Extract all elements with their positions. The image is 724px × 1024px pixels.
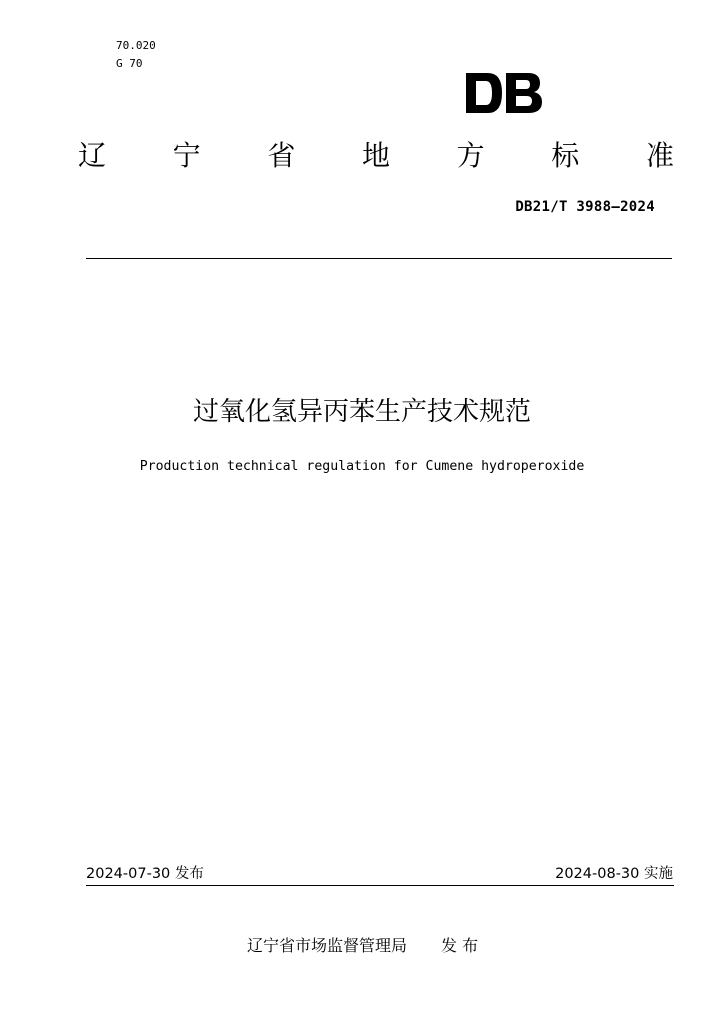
title-char: 准 [645, 139, 674, 172]
title-char: 地 [361, 139, 390, 172]
implementation-date: 2024-08-30 实施 [555, 866, 673, 882]
document-title-cn: 过氧化氢异丙苯生产技术规范 [192, 397, 531, 427]
header-divider [86, 258, 672, 259]
publisher-line [247, 934, 478, 958]
standard-type-title [78, 138, 674, 174]
ics-code: 70.020 [116, 39, 156, 52]
document-title-en: Production technical regulation for Cumene hydroperoxide [139, 459, 585, 474]
db-logo-d [466, 73, 502, 113]
title-char: 辽 [78, 139, 107, 172]
title-char: 方 [456, 139, 485, 172]
title-char: 标 [551, 139, 580, 172]
standard-number: DB21/T 3988—2024 [515, 199, 655, 215]
issue-date: 2024-07-30 发布 [86, 866, 204, 882]
db-logo-b [506, 73, 542, 113]
title-char: 省 [267, 139, 296, 172]
publisher-name: 辽宁省市场监督管理局 [247, 936, 408, 955]
db-logo [466, 73, 542, 113]
ics-code-block [116, 37, 156, 73]
ccs-code: G 70 [116, 57, 143, 70]
footer-divider [86, 885, 674, 886]
title-char: 宁 [172, 139, 201, 172]
publish-action: 发 布 [441, 936, 479, 955]
